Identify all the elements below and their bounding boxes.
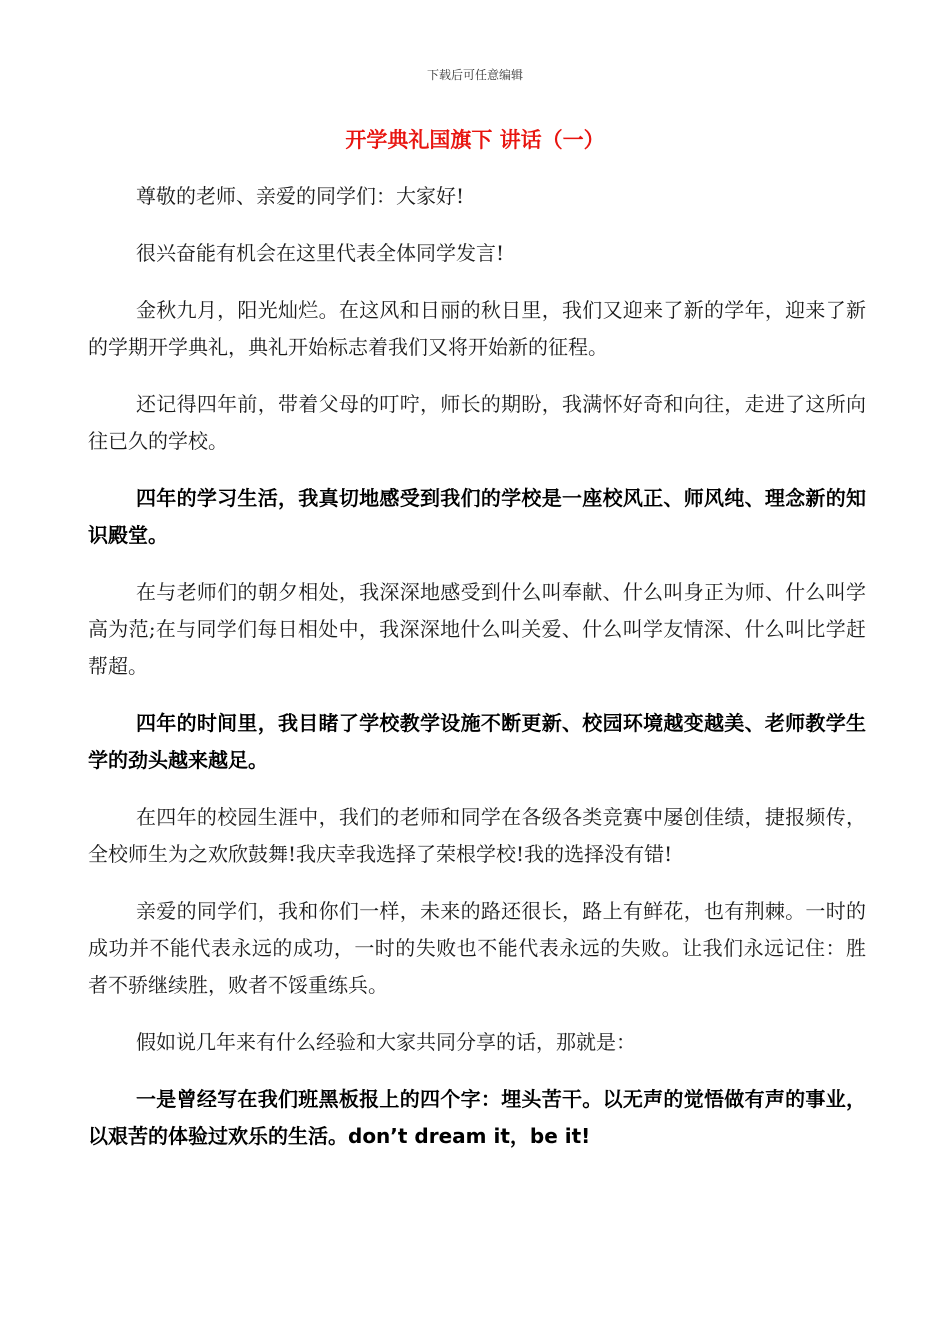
document-title: 开学典礼国旗下 讲话（一） [345, 128, 605, 152]
paragraph-motto: 一是曾经写在我们班黑板报上的四个字：埋头苦干。以无声的觉悟做有声的事业，以艰苦的体验过欢乐的生活。don’t dream it，be it! [88, 1087, 866, 1148]
document-body [88, 178, 866, 1175]
paragraph-achievements: 在四年的校园生涯中，我们的老师和同学在各级各类竞赛中屡创佳绩，捷报频传，全校师生为之欢欣鼓舞!我庆幸我选择了荣根学校!我的选择没有错! [88, 805, 866, 866]
paragraph-greeting: 尊敬的老师、亲爱的同学们：大家好! [136, 184, 465, 208]
paragraph-opening: 很兴奋能有机会在这里代表全体同学发言! [136, 241, 505, 265]
paragraph-future: 亲爱的同学们，我和你们一样，未来的路还很长，路上有鲜花，也有荆棘。一时的成功并不能代表永远的成功，一时的失败也不能代表永远的失败。让我们永远记住：胜者不骄继续胜，败者不馁重练兵。 [88, 899, 866, 997]
paragraph-autumn: 金秋九月，阳光灿烂。在这风和日丽的秋日里，我们又迎来了新的学年，迎来了新的学期开学典礼，典礼开始标志着我们又将开始新的征程。 [88, 298, 866, 359]
paragraph-memory: 还记得四年前，带着父母的叮咛，师长的期盼，我满怀好奇和向往，走进了这所向往已久的学校。 [88, 392, 866, 453]
paragraph-school-life: 四年的学习生活，我真切地感受到我们的学校是一座校风正、师风纯、理念新的知识殿堂。 [88, 486, 866, 547]
paragraph-four-years: 四年的时间里，我目睹了学校教学设施不断更新、校园环境越变越美、老师教学生学的劲头越来越足。 [88, 711, 866, 772]
paragraph-teachers: 在与老师们的朝夕相处，我深深地感受到什么叫奉献、什么叫身正为师、什么叫学高为范;在与同学们每日相处中，我深深地什么叫关爱、什么叫学友情深、什么叫比学赶帮超。 [88, 580, 866, 678]
header-note: 下载后可任意编辑 [426, 68, 523, 82]
paragraph-experience: 假如说几年来有什么经验和大家共同分享的话，那就是： [136, 1030, 636, 1054]
